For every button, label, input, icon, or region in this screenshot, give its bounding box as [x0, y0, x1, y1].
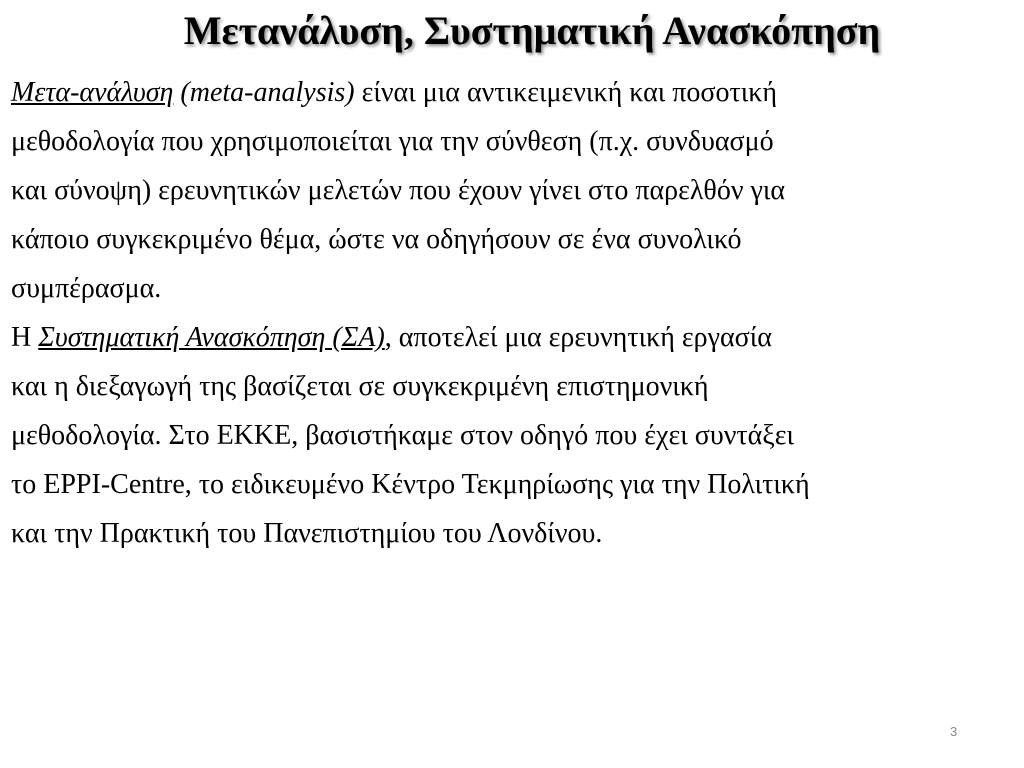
slide-body: [11, 68, 1016, 558]
text-line: [11, 77, 777, 108]
line-rest: , αποτελεί μια ερευνητική εργασία: [384, 322, 772, 353]
term-meta-analysis-english: (meta-analysis): [180, 77, 355, 108]
term-systematic-review: Συστηματική Ανασκόπηση (ΣΑ): [38, 322, 385, 353]
line-prefix: Η: [11, 322, 39, 353]
text-line: το EPPI-Centre, το ειδικευμένο Κέντρο Τεκμηρίωσης για την Πολιτική: [11, 469, 810, 500]
text-line: συμπέρασμα.: [11, 273, 162, 304]
text-line: μεθοδολογία. Στο ΕΚΚΕ, βασιστήκαμε στον οδηγό που έχει συντάξει: [11, 420, 795, 451]
paragraph-systematic-review: [11, 313, 1016, 558]
slide-title: Μετανάλυση, Συστηματική Ανασκόπηση: [183, 8, 881, 53]
paragraph-meta-analysis: [11, 68, 1016, 313]
slide-number: 3: [950, 724, 958, 739]
text-line: κάποιο συγκεκριμένο θέμα, ώστε να οδηγήσουν σε ένα συνολικό: [11, 224, 742, 255]
text-line: και σύνοψη) ερευνητικών μελετών που έχουν γίνει στο παρελθόν για: [11, 175, 786, 206]
line-rest: είναι μια αντικειμενική και ποσοτική: [354, 77, 778, 108]
term-meta-analysis: Μετα-ανάλυση: [11, 77, 174, 108]
text-line: και η διεξαγωγή της βασίζεται σε συγκεκριμένη επιστημονική: [11, 371, 709, 402]
text-line: μεθοδολογία που χρησιμοποιείται για την σύνθεση (π.χ. συνδυασμό: [11, 126, 774, 157]
text-line: και την Πρακτική του Πανεπιστημίου του Λονδίνου.: [11, 518, 603, 549]
text-line: [11, 322, 772, 353]
